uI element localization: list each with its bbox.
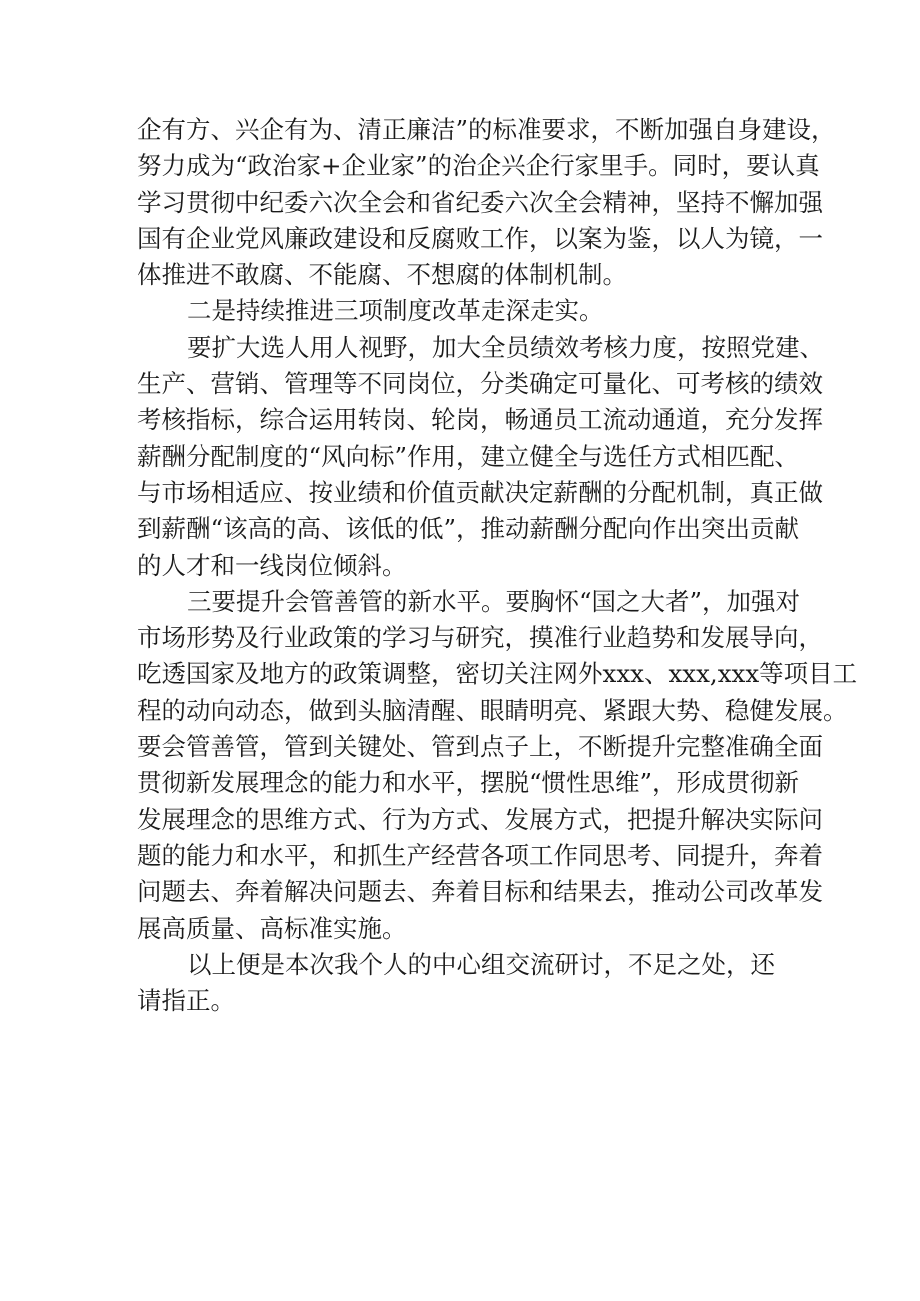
text-line: 题的能力和水平，和抓生产经营各项工作同思考、同提升，奔着 xyxy=(137,840,823,870)
text-line: 到薪酬“该高的高、该低的低”，推动薪酬分配向作出突出贡献 xyxy=(137,514,800,544)
paragraph-start-line: 三要提升会管善管的新水平。要胸怀“国之大者”，加强对 xyxy=(187,586,801,616)
text-line: 问题去、奔着解决问题去、奔着目标和结果去，推动公司改革发 xyxy=(137,877,823,907)
closing-line: 请指正。 xyxy=(137,986,235,1016)
text-line: 市场形势及行业政策的学习与研究，摸准行业趋势和发展导向， xyxy=(137,623,823,653)
text-line: 国有企业党风廉政建设和反腐败工作，以案为鉴，以人为镜，一 xyxy=(137,223,823,253)
text-line: 发展理念的思维方式、行为方式、发展方式，把提升解决实际问 xyxy=(137,804,823,834)
text-line: 贯彻新发展理念的能力和水平，摆脱“惯性思维”，形成贯彻新 xyxy=(137,768,800,798)
text-line: 与市场相适应、按业绩和价值贡献决定薪酬的分配机制，真正做 xyxy=(137,477,823,507)
text-line: 考核指标，综合运用转岗、轮岗，畅通员工流动通道，充分发挥 xyxy=(137,405,823,435)
paragraph-start-line: 要扩大选人用人视野，加大全员绩效考核力度，按照党建、 xyxy=(187,332,824,362)
document-body xyxy=(137,112,858,1019)
closing-line: 以上便是本次我个人的中心组交流研讨，不足之处，还 xyxy=(187,949,775,979)
text-line: 展高质量、高标准实施。 xyxy=(137,913,407,943)
text-line: 体推进不敢腐、不能腐、不想腐的体制机制。 xyxy=(137,260,627,290)
text-line: 程的动向动态，做到头脑清醒、眼睛明亮、紧跟大势、稳健发展。 xyxy=(137,695,848,725)
text-line: 薪酬分配制度的“风向标”作用，建立健全与选任方式相匹配、 xyxy=(137,441,800,471)
text-line: 努力成为“政治家+企业家”的治企兴企行家里手。同时，要认真 xyxy=(137,151,820,181)
section-heading: 二是持续推进三项制度改革走深走实。 xyxy=(187,296,604,326)
text-line: 要会管善管，管到关键处、管到点子上，不断提升完整准确全面 xyxy=(137,732,823,762)
text-line: 学习贯彻中纪委六次全会和省纪委六次全会精神，坚持不懈加强 xyxy=(137,187,823,217)
text-line: 吃透国家及地方的政策调整，密切关注网外xxx、xxx,xxx等项目工 xyxy=(137,659,858,689)
text-line: 的人才和一线岗位倾斜。 xyxy=(137,550,407,580)
text-line: 企有方、兴企有为、清正廉洁”的标准要求，不断加强自身建设， xyxy=(137,115,836,144)
text-line: 生产、营销、管理等不同岗位，分类确定可量化、可考核的绩效 xyxy=(137,369,823,399)
